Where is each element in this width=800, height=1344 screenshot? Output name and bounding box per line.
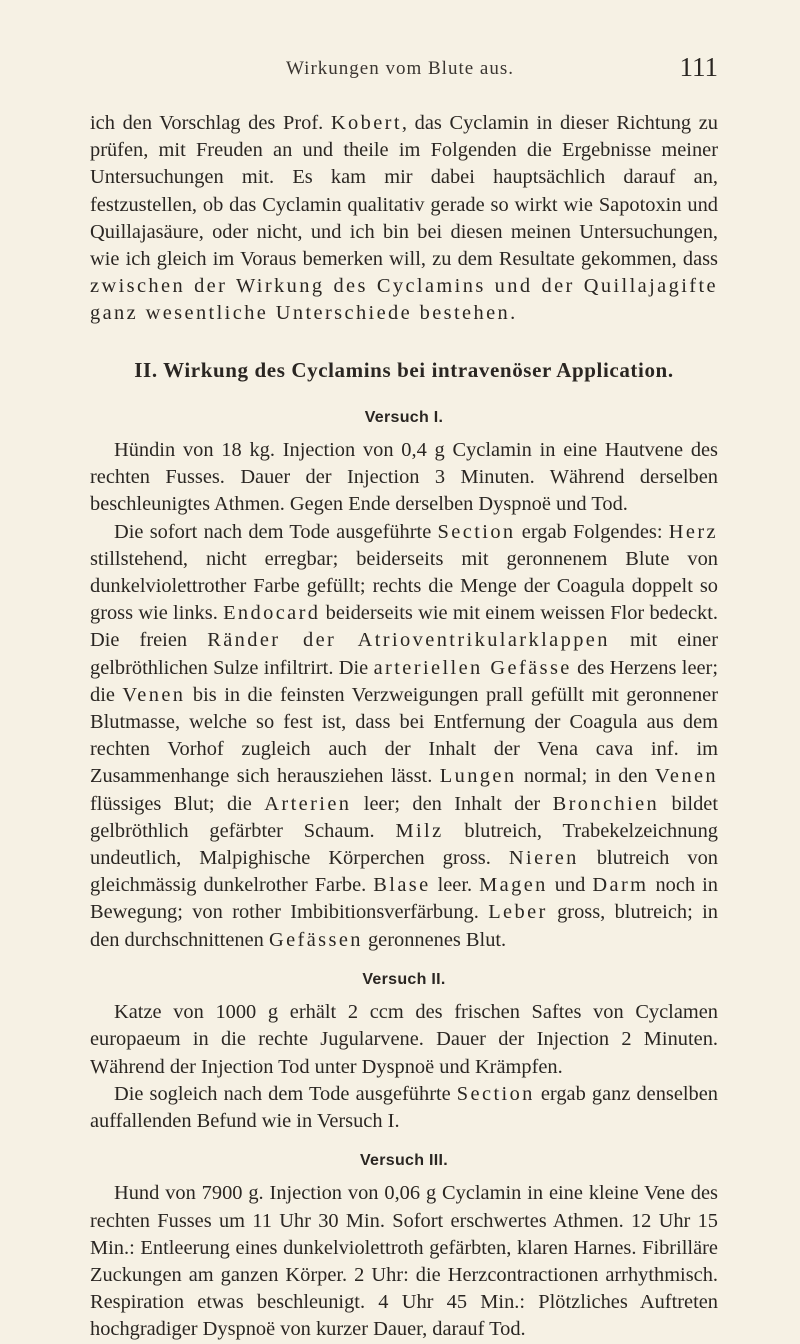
emph-venen-2: Venen	[655, 765, 718, 788]
experiment-3-protocol: Hund von 7900 g. Injection von 0,06 g Cyclamin in eine kleine Vene des rechten Fusses um 11 Uhr 30 Min. Sofort erschwertes Athmen. 12 Uhr 15 Min.: Entleerung eines dunkelviolettroth gefärbten, klaren Harnes. Fibrilläre Zuckungen am ganzen Körper. 2 Uhr: die Herzcontractionen arrhythmisch. Respiration etwas beschleunigt. 4 Uhr 45 Min.: Plötzliches Auftreten hochgradiger Dyspnoë von kurzer Dauer, darauf Tod.	[90, 1182, 718, 1341]
experiment-1-protocol: Hündin von 18 kg. Injection von 0,4 g Cyclamin in eine Hautvene des rechten Fusses. Dauer der Injection 3 Minuten. Während derselben beschleunigtes Athmen. Gegen Ende derselben Dyspnoë und Tod.	[90, 439, 718, 516]
emph-bronchien: Bronchien	[552, 792, 660, 815]
emph-arterien: Arterien	[264, 792, 352, 815]
running-title: Wirkungen vom Blute aus.	[286, 58, 514, 79]
emph-arterielle-gefaesse: arteriellen Gefässe	[373, 656, 572, 679]
text-run: gross, blutreich; in den durchschnittenen	[90, 901, 718, 951]
experiment-heading-2: Versuch II.	[362, 970, 446, 988]
text-run: des Herzens leer; die	[90, 656, 719, 706]
emph-leber: Leber	[488, 901, 548, 924]
text-run: blutreich von gleichmässig dunkelrother Farbe.	[90, 847, 718, 897]
emph-lungen: Lungen	[439, 765, 517, 788]
emph-section: Section	[437, 520, 516, 543]
text-run: mit einer gelbröthlichen Sulze infiltrirt. Die	[90, 629, 719, 679]
emph-nieren: Nieren	[508, 847, 579, 870]
text-run: ich den Vorschlag des Prof.	[90, 112, 331, 134]
text-run: , das Cyclamin in dieser Richtung zu prüfen, mit Freuden an und theile im Folgenden die Ergebnisse meiner Untersuchungen mit. Es kam mir dabei hauptsächlich darauf an, festzustellen, ob das Cyclamin qualitativ gerade so wirkt wie Sapotoxin und Quillajasäure, oder nicht, und ich bin bei diesen meinen Untersuchungen, wie ich gleich im Voraus bemerken will, zu dem Resultate gekommen, dass	[90, 112, 719, 271]
emph-darm: Darm	[592, 874, 649, 897]
text-run: noch in Bewegung; von rother Imbibitionsverfärbung.	[90, 874, 718, 924]
emphasized-conclusion: zwischen der Wirkung des Cyclamins und der Quillajagifte ganz wesentliche Unterschiede bestehen.	[90, 275, 718, 325]
emph-herz: Herz	[668, 520, 718, 543]
emph-venen: Venen	[122, 683, 186, 706]
text-run: geronnenes Blut.	[362, 928, 507, 951]
text-run: beiderseits wie mit einem weissen Flor bedeckt. Die freien	[90, 602, 718, 652]
experiment-2-protocol: Katze von 1000 g erhält 2 ccm des frischen Saftes von Cyclamen europaeum in die rechte Jugularvene. Dauer der Injection 2 Minuten. Während der Injection Tod unter Dyspnoë und Krämpfen.	[90, 1001, 718, 1078]
emph-section: Section	[456, 1082, 535, 1105]
experiment-heading-1: Versuch I.	[364, 408, 444, 426]
emph-gefaessen: Gefässen	[268, 928, 363, 951]
text-run: leer.	[430, 874, 480, 897]
page-header	[0, 52, 800, 92]
page-number: 111	[679, 52, 718, 82]
text-run: Die sogleich nach dem Tode ausgeführte	[114, 1082, 457, 1105]
text-run: bis in die feinsten Verzweigungen prall gefüllt mit geronnener Blutmasse, welche so fest ist, dass bei Entfernung der Coagula aus dem rechten Vorhof zugleich auch der Inhalt der Vena cava inf. im Zusammenhange sich herausziehen lässt.	[90, 683, 718, 788]
text-run: und	[547, 874, 593, 897]
section-heading: II. Wirkung des Cyclamins bei intravenöser Application.	[134, 357, 674, 382]
text-run: flüssiges Blut; die	[90, 792, 265, 815]
author-name: Kobert	[330, 112, 402, 134]
text-run: stillstehend, nicht erregbar; beiderseits mit geronnenem Blute von dunkelviolettrother Farbe gefüllt; rechts die Menge der Coagula doppelt so gross wie links.	[90, 547, 718, 625]
experiment-1-section-findings	[90, 519, 718, 954]
text-run: Die sofort nach dem Tode ausgeführte	[114, 520, 438, 543]
emph-milz: Milz	[395, 819, 444, 842]
emph-endocard: Endocard	[223, 602, 321, 625]
text-run: ergab ganz denselben auffallenden Befund wie in Versuch I.	[90, 1082, 718, 1132]
text-run: bildet gelbröthlich gefärbter Schaum.	[90, 792, 718, 842]
body-text	[90, 110, 718, 1344]
text-run: ergab Folgendes:	[515, 520, 669, 543]
emph-raender: Ränder der Atrioventrikularklappen	[207, 629, 610, 652]
emph-magen: Magen	[479, 874, 548, 897]
experiment-2-section-findings	[90, 1081, 718, 1135]
text-run: blutreich, Trabekelzeichnung undeutlich, Malpighische Körperchen gross.	[90, 819, 718, 870]
emph-blase: Blase	[373, 874, 431, 897]
text-run: leer; den Inhalt der	[351, 792, 553, 815]
text-run: normal; in den	[516, 765, 656, 788]
experiment-heading-3: Versuch III.	[359, 1152, 449, 1170]
intro-paragraph	[90, 110, 718, 328]
